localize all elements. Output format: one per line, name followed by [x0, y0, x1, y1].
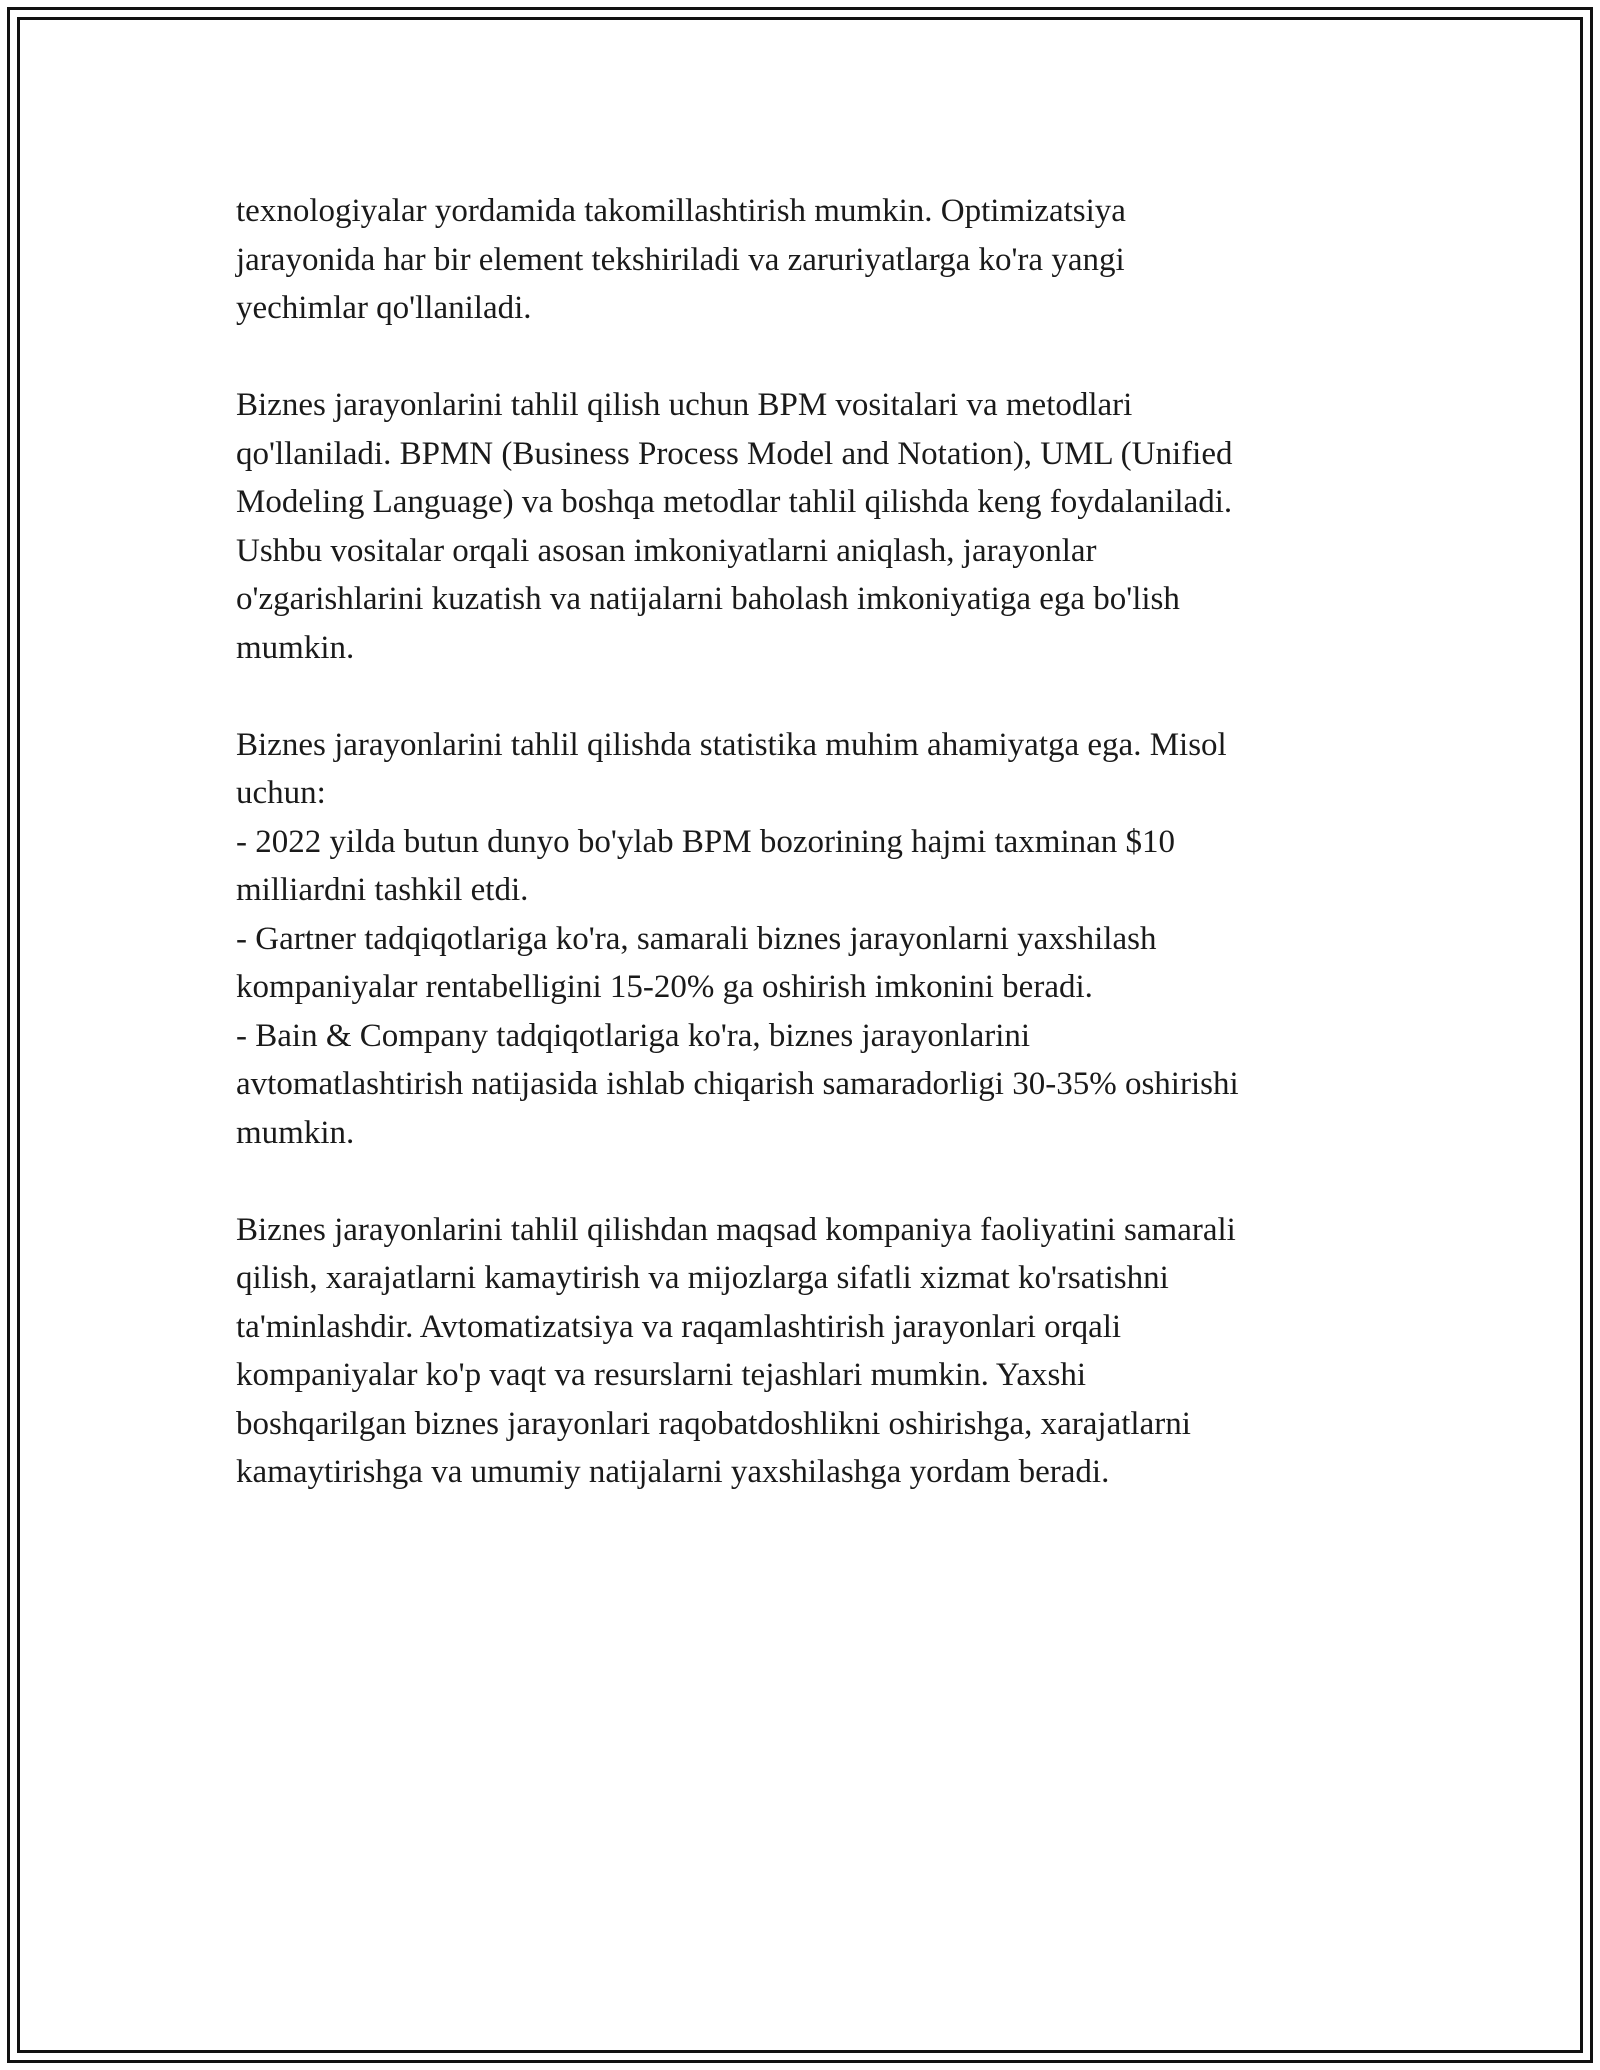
list-item-text-line: - 2022 yilda butun dunyo bo'ylab BPM bozorining hajmi taxminan $10 [236, 823, 1176, 860]
text-line: yechimlar qo'llaniladi. [236, 290, 532, 326]
text-line: Biznes jarayonlarini tahlil qilishdan maqsad kompaniya faoliyatini samarali [236, 1211, 1236, 1248]
paragraph-statistics [236, 721, 1376, 1158]
list-item-text-line: mumkin. [236, 1114, 355, 1151]
text-line: boshqarilgan biznes jarayonlari raqobatdoshlikni oshirishga, xarajatlarni [236, 1405, 1191, 1442]
paragraph-goal [236, 1206, 1376, 1497]
list-item-text-line: milliardni tashkil etdi. [236, 872, 529, 908]
list-item-text-line: - Bain & Company tadqiqotlariga ko'ra, biznes jarayonlarini [236, 1017, 1031, 1054]
list-item-text-line: kompaniyalar rentabelligini 15-20% ga oshirish imkonini beradi. [236, 969, 1093, 1005]
text-line: kompaniyalar ko'p vaqt va resurslarni tejashlari mumkin. Yaxshi [236, 1357, 1087, 1393]
document-body [236, 187, 1376, 1545]
text-line: texnologiyalar yordamida takomillashtirish mumkin. Optimizatsiya [236, 193, 1126, 229]
text-line: jarayonida har bir element tekshiriladi va zaruriyatlarga ko'ra yangi [236, 241, 1125, 278]
text-line: Ushbu vositalar orqali asosan imkoniyatlarni aniqlash, jarayonlar [236, 532, 1097, 569]
text-line: o'zgarishlarini kuzatish va natijalarni baholash imkoniyatiga ega bo'lish [236, 581, 1180, 617]
text-line: uchun: [236, 775, 326, 811]
text-line: mumkin. [236, 629, 355, 666]
text-line: qo'llaniladi. BPMN (Business Process Model and Notation), UML (Unified [236, 435, 1233, 472]
text-line: Modeling Language) va boshqa metodlar tahlil qilishda keng foydalaniladi. [236, 484, 1233, 520]
list-item-text-line: avtomatlashtirish natijasida ishlab chiqarish samaradorligi 30-35% oshirishi [236, 1066, 1239, 1102]
text-line: ta'minlashdir. Avtomatizatsiya va raqamlashtirish jarayonlari orqali [236, 1308, 1122, 1345]
text-line: Biznes jarayonlarini tahlil qilishda statistika muhim ahamiyatga ega. Misol [236, 726, 1227, 763]
paragraph-bpm-tools [236, 381, 1376, 672]
text-line: Biznes jarayonlarini tahlil qilish uchun BPM vositalari va metodlari [236, 387, 1133, 423]
list-item-text-line: - Gartner tadqiqotlariga ko'ra, samarali biznes jarayonlarni yaxshilash [236, 920, 1157, 957]
text-line: qilish, xarajatlarni kamaytirish va mijozlarga sifatli xizmat ko'rsatishni [236, 1260, 1169, 1296]
text-line: kamaytirishga va umumiy natijalarni yaxshilashga yordam beradi. [236, 1454, 1110, 1490]
paragraph-optimization [236, 187, 1376, 333]
